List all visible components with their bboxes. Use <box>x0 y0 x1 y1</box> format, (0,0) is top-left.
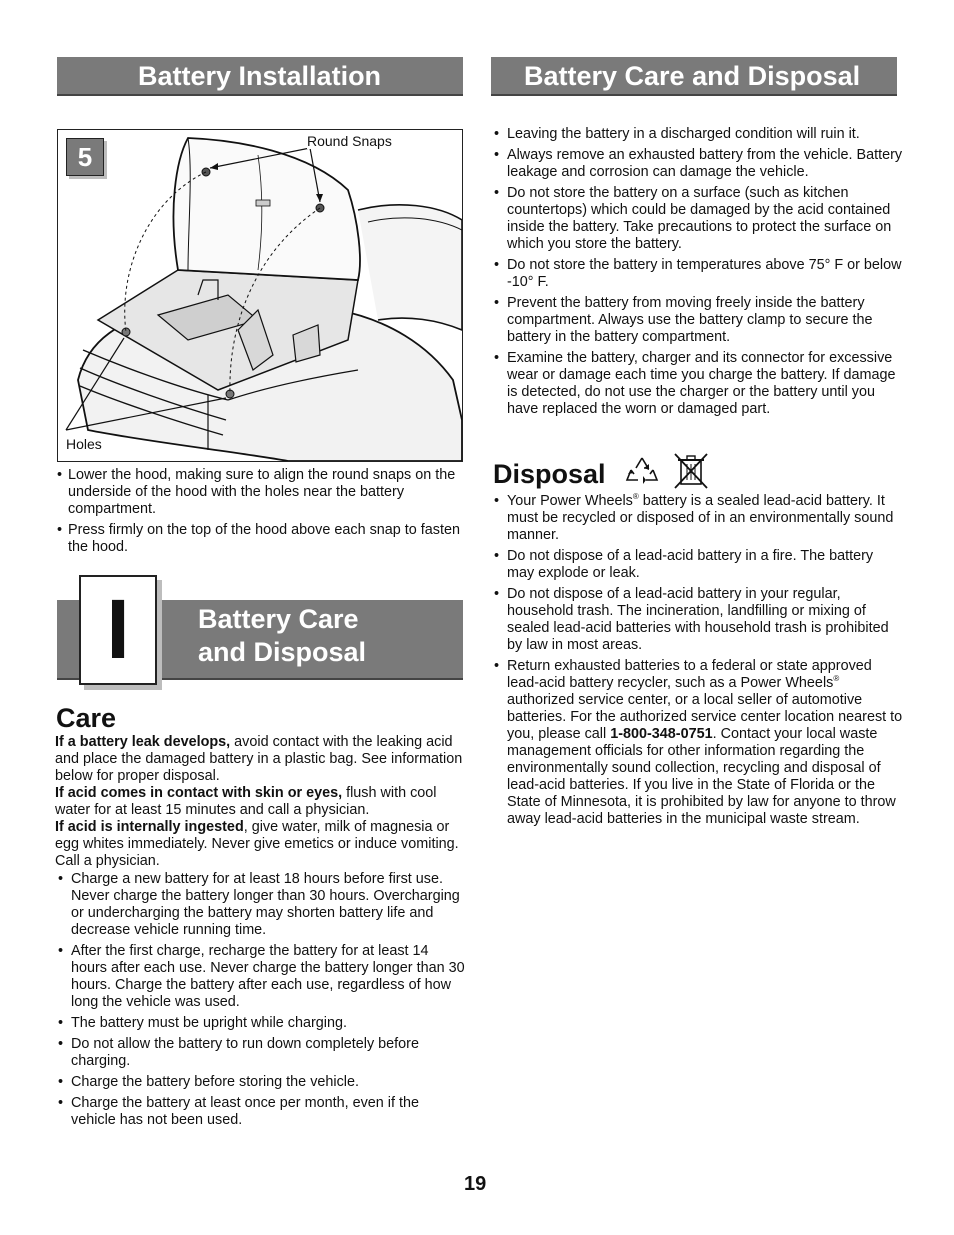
disposal-4a: Return exhausted batteries to a federal or state approved lead-acid battery recycler, such as a Power Wheels <box>507 658 872 691</box>
care-section <box>55 734 467 1133</box>
step-number: 5 <box>77 142 93 172</box>
battery-installation-header <box>57 57 463 96</box>
skin-text: flush with cool water for at least 15 minutes and call a physician. <box>55 785 437 818</box>
section-letter: I <box>106 582 130 676</box>
battery-care-disposal-title: Battery Care and Disposal <box>524 61 861 91</box>
recycle-icon <box>624 455 660 489</box>
care-paragraph-ingested <box>55 819 467 870</box>
list-item: • Do not store the battery on a surface (such as kitchen countertops) which could be damaged by the acid contained inside the battery. Take precautions to protect the surface on which you store the battery. <box>491 185 903 253</box>
disposal-heading: Disposal <box>493 459 606 489</box>
list-item: • Lower the hood, making sure to align the round snaps on the underside of the hood with the holes near the battery compartment. <box>57 467 463 518</box>
care-heading: Care <box>56 703 117 733</box>
ingested-text: , give water, milk of magnesia or egg whites immediately. Never give emetics or induce vomiting. Call a physician. <box>55 819 459 869</box>
care-paragraph-leak <box>55 734 467 785</box>
holes-label: Holes <box>66 436 102 452</box>
disposal-4b: authorized service center, or a local seller of automotive batteries. For the authorized service center location nearest to you, please call <box>507 692 903 742</box>
round-snaps-label: Round Snaps <box>307 133 392 149</box>
list-item: • Leaving the battery in a discharged condition will ruin it. <box>491 126 903 143</box>
disposal-list <box>491 493 903 832</box>
step-number-badge <box>66 138 104 176</box>
leak-bold: If a battery leak develops, <box>55 734 231 750</box>
disposal-4c: . Contact your local waste management officials for other information regarding the environmentally sound collection, recycling and disposal of lead-acid batteries. If you live in the State of Florida or the State of Minnesota, it is prohibited by law for anyone to throw away lead-acid batteries in the municipal waste stream. <box>507 726 896 827</box>
list-item: • Charge a new battery for at least 18 hours before first use. Never charge the battery longer than 30 hours. Overcharging or undercharging the battery may shorten battery life and decrease vehicle running time. <box>55 871 467 939</box>
disposal-1a: Your Power Wheels <box>507 493 633 509</box>
battery-installation-title: Battery Installation <box>138 61 382 91</box>
phone-number: 1-800-348-0751 <box>610 726 713 742</box>
list-item: • Charge the battery at least once per month, even if the vehicle has not been used. <box>55 1095 467 1129</box>
vehicle-hood-drawing <box>58 130 462 461</box>
install-instructions <box>57 467 463 560</box>
list-item: • Charge the battery before storing the vehicle. <box>55 1074 467 1091</box>
list-item: • Do not dispose of a lead-acid battery in your regular, household trash. The incineration, landfilling or mixing of sealed lead-acid batteries with household trash is prohibited by law in most areas. <box>491 586 903 654</box>
list-item: • Press firmly on the top of the hood above each snap to fasten the hood. <box>57 522 463 556</box>
list-item <box>491 493 903 544</box>
section-letter-box <box>79 575 157 685</box>
section-banner-title <box>198 603 366 669</box>
battery-care-disposal-header <box>491 57 897 96</box>
registered-mark: ® <box>632 492 639 502</box>
list-item: • Examine the battery, charger and its connector for excessive wear or damage each time you charge the battery. If damage is detected, do not use the charger or the battery until you have replaced the worn or damaged part. <box>491 350 903 418</box>
section-title-line-1: Battery Care <box>198 604 359 634</box>
page-number: 19 <box>464 1173 487 1195</box>
battery-care-list <box>491 126 903 422</box>
leak-text: avoid contact with the leaking acid and place the damaged battery in a plastic bag. See information below for proper disposal. <box>55 734 463 784</box>
section-title-line-2: and Disposal <box>198 637 367 667</box>
list-item <box>491 658 903 828</box>
list-item: • Do not store the battery in temperatures above 75° F or below -10° F. <box>491 257 903 291</box>
care-paragraph-skin <box>55 785 467 819</box>
list-item: • Do not dispose of a lead-acid battery in a fire. The battery may explode or leak. <box>491 548 903 582</box>
ingested-bold: If acid is internally ingested <box>55 819 244 835</box>
list-item: • Prevent the battery from moving freely inside the battery compartment. Always use the battery clamp to secure the battery in the battery compartment. <box>491 295 903 346</box>
skin-bold: If acid comes in contact with skin or eyes, <box>55 785 343 801</box>
list-item: • Do not allow the battery to run down completely before charging. <box>55 1036 467 1070</box>
list-item: • The battery must be upright while charging. <box>55 1015 467 1032</box>
registered-mark: ® <box>833 674 840 684</box>
list-item: • Always remove an exhausted battery from the vehicle. Battery leakage and corrosion can damage the vehicle. <box>491 147 903 181</box>
hood-illustration <box>57 129 463 462</box>
crossed-out-bin-icon <box>672 451 710 491</box>
list-item: • After the first charge, recharge the battery for at least 14 hours after each use. Never charge the battery longer than 30 hours. Charge the battery after each use, regardless of how long the vehicle was used. <box>55 943 467 1011</box>
disposal-1b: battery is a sealed lead-acid battery. It must be recycled or disposed of in an environmentally sound manner. <box>507 493 894 543</box>
